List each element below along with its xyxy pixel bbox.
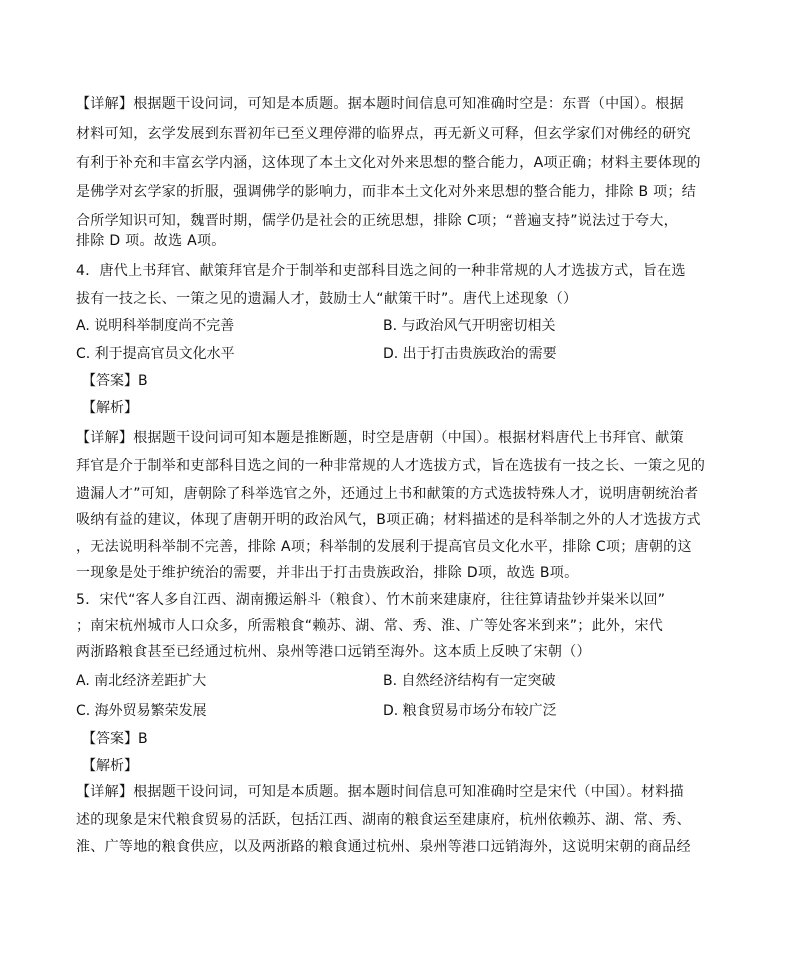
q4-explanation-line: 【详解】根据题干设问词可知本题是推断题，时空是唐朝（中国）。根据材料唐代上书拜官、献策 [76, 430, 684, 446]
q4-explanation-line: 一现象是处于维护统治的需要，并非出于打击贵族政治，排除 D项，故选 B项。 [76, 565, 579, 581]
text-line: 合所学知识可知，魏晋时期，儒学仍是社会的正统思想，排除 C项；“普遍支持”说法过于夸大， [76, 213, 678, 229]
q5-option-a: A. 南北经济差距扩大 [76, 673, 207, 689]
q5-option-d: D. 粮食贸易市场分布较广泛 [383, 703, 557, 719]
q4-option-c: C. 利于提高官员文化水平 [76, 346, 235, 362]
question-5-stem: 两浙路粮食甚至已经通过杭州、泉州等港口远销至海外。这本质上反映了宋朝（） [76, 644, 591, 660]
text-line: 【详解】根据题干设问词，可知是本质题。据本题时间信息可知准确时空是：东晋（中国）。根据 [76, 96, 684, 112]
q5-option-b: B. 自然经济结构有一定突破 [383, 673, 556, 689]
text-line: 排除 D 项。故选 A项。 [76, 233, 226, 249]
q4-option-a: A. 说明科举制度尚不完善 [76, 318, 235, 334]
q5-option-c: C. 海外贸易繁荣发展 [76, 703, 207, 719]
text-line: 是佛学对玄学家的折服，强调佛学的影响力，而非本土文化对外来思想的整合能力，排除 B 项；结 [76, 184, 697, 200]
question-5-stem: 5．宋代“客人多自江西、湖南搬运斛斗（粮食）、竹木前来建康府，往往算请盐钞并粜米以回” [76, 592, 666, 608]
q4-explanation-line: ，无法说明科举制不完善，排除 A项；科举制的发展利于提高官员文化水平，排除 C项；唐朝的这 [76, 539, 692, 555]
q5-explanation-line: 淮、广等地的粮食供应，以及两浙路的粮食通过杭州、泉州等港口远销海外，这说明宋朝的商品经 [76, 839, 691, 855]
q4-explanation-line: 拜官是介于制举和吏部科目选之间的一种非常规的人才选拔方式，旨在选拔有一技之长、一策之见的 [76, 458, 706, 474]
q4-explanation-line: 吸纳有益的建议，体现了唐朝开明的政治风气，B项正确；材料描述的是科举制之外的人才选拔方式 [76, 512, 701, 528]
q5-explanation-line: 【详解】根据题干设问词，可知是本质题。据本题时间信息可知准确时空是宋代（中国）。材料描 [76, 784, 684, 800]
question-4-stem: 拔有一技之长、一策之见的遗漏人才，鼓励士人“献策干时”。唐代上述现象（） [76, 291, 578, 307]
q4-option-b: B. 与政治风气开明密切相关 [383, 318, 556, 334]
q4-option-d: D. 出于打击贵族政治的需要 [383, 346, 557, 362]
text-line: 材料可知，玄学发展到东晋初年已至义理停滞的临界点，再无新义可释，但玄学家们对佛经的研究 [76, 126, 691, 142]
q4-analysis-label: 【解析】 [82, 400, 138, 416]
question-5-stem: ；南宋杭州城市人口众多，所需粮食“赖苏、湖、常、秀、淮、广等处客米到来”；此外，宋代 [76, 618, 664, 634]
q5-answer: 【答案】B [82, 731, 148, 747]
question-4-stem: 4．唐代上书拜官、献策拜官是介于制举和吏部科目选之间的一种非常规的人才选拔方式，旨在选 [76, 263, 686, 279]
q5-analysis-label: 【解析】 [82, 758, 138, 774]
text-line: 有利于补充和丰富玄学内涵，这体现了本土文化对外来思想的整合能力，A项正确；材料主要体现的 [76, 155, 701, 171]
q4-explanation-line: 遗漏人才”可知，唐朝除了科举选官之外，还通过上书和献策的方式选拔特殊人才，说明唐朝统治者 [76, 486, 699, 502]
q5-explanation-line: 述的现象是宋代粮食贸易的活跃，包括江西、湖南的粮食运至建康府，杭州依赖苏、湖、常、秀、 [76, 812, 691, 828]
q4-answer: 【答案】B [82, 373, 148, 389]
